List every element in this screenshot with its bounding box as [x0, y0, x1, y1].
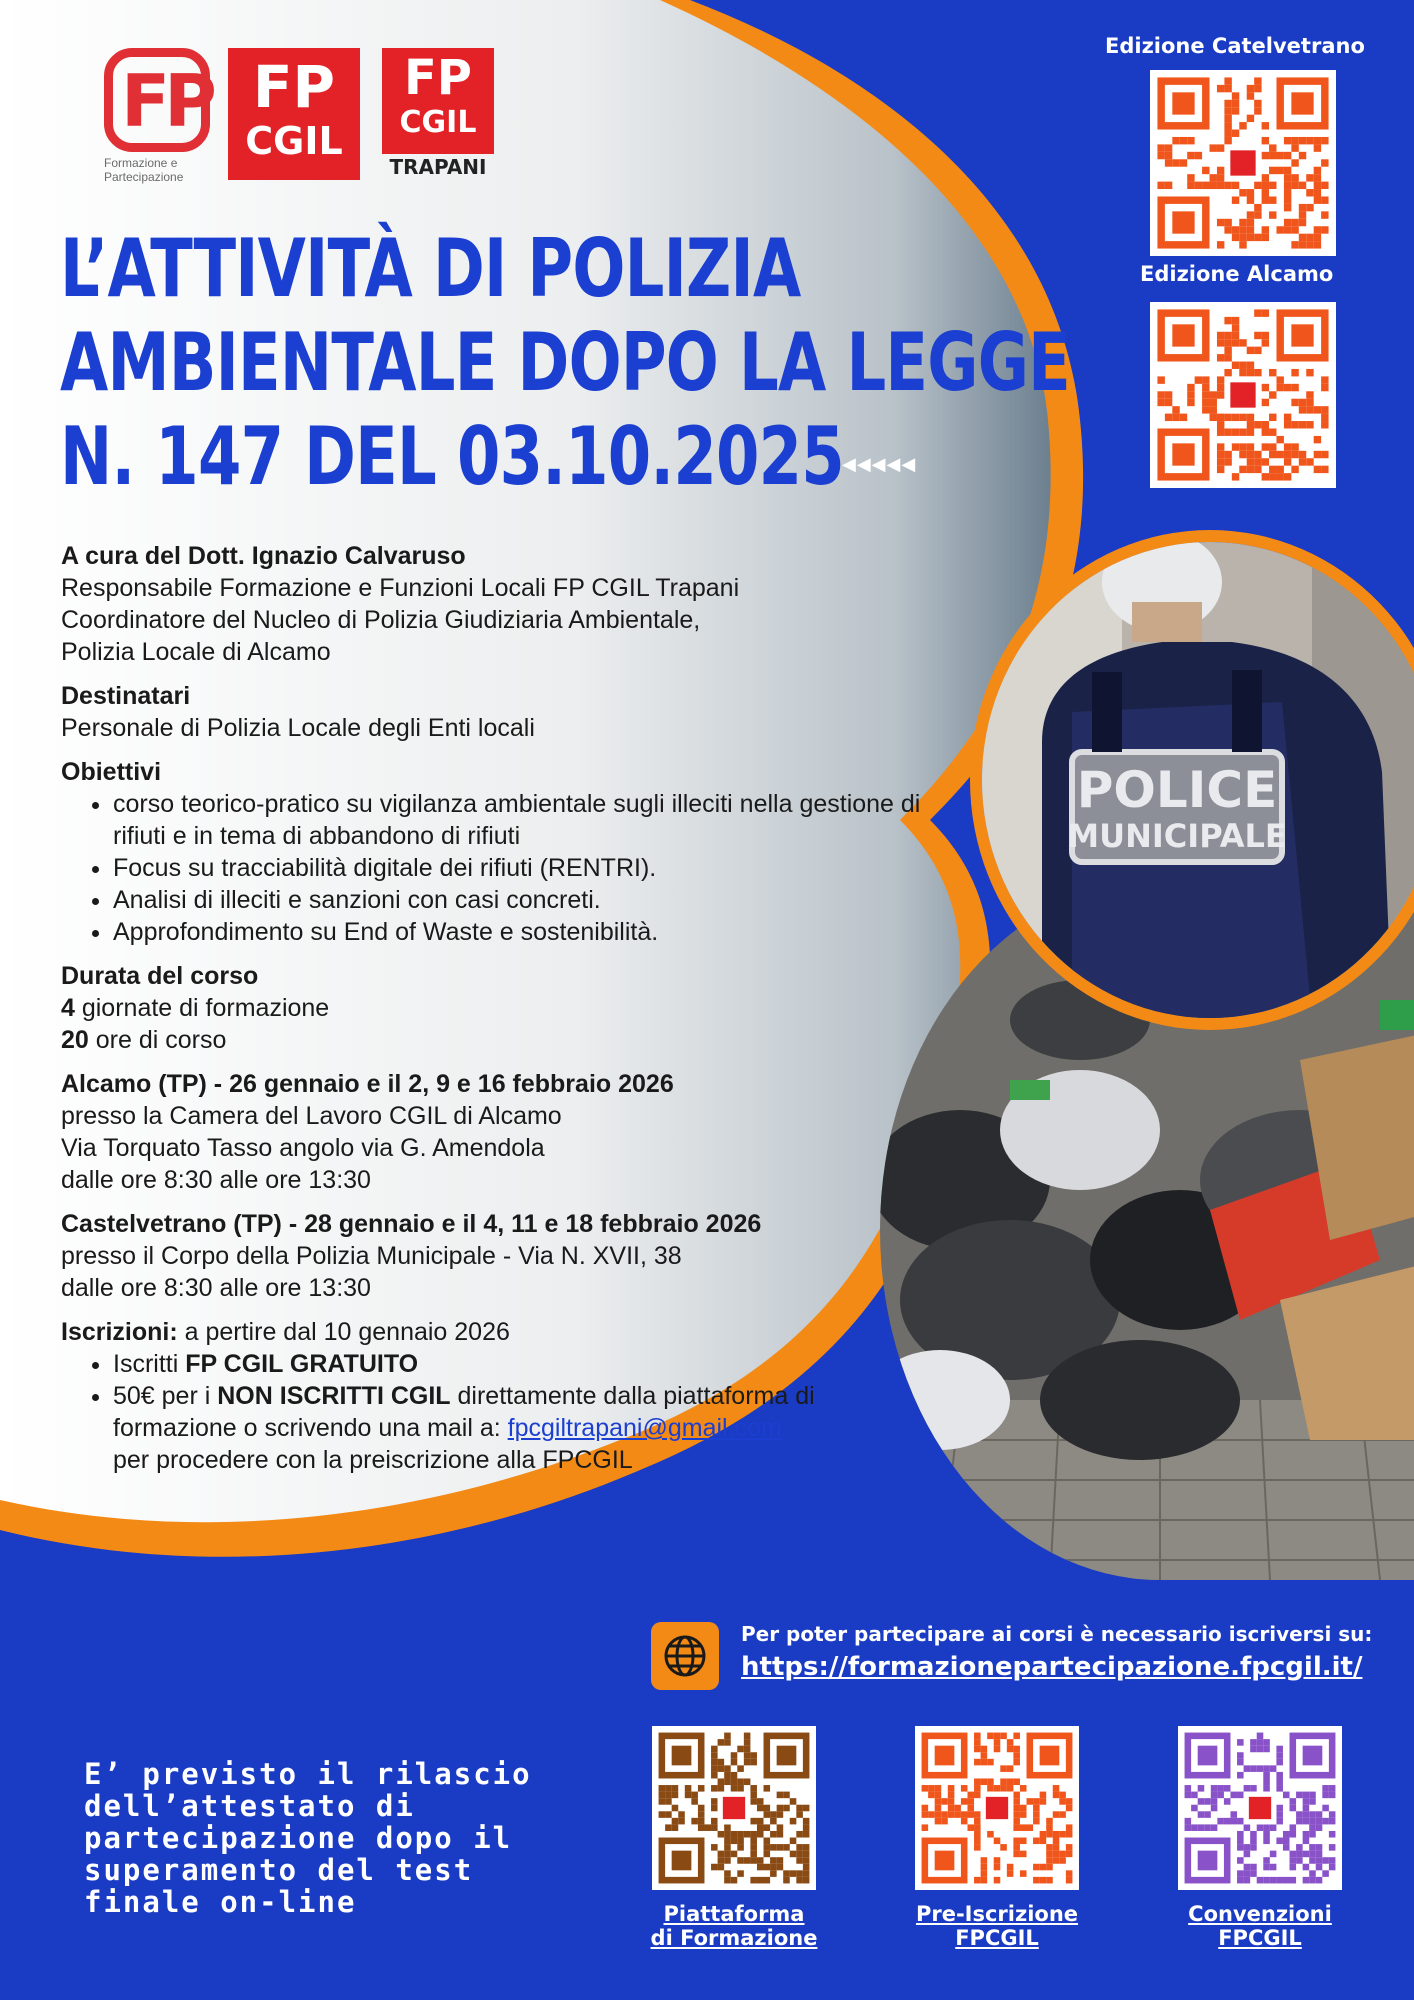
list-item: • Approfondimento su End of Waste e sostenibilità. [113, 916, 941, 948]
page-title: L’ATTIVITÀ DI POLIZIA AMBIENTALE DOPO LA LEGGE N. 147 DEL 03.10.2025 [60, 222, 1071, 503]
author-line: Polizia Locale di Alcamo [61, 638, 331, 666]
course-details [61, 540, 941, 1488]
qr-label-alcamo: Edizione Alcamo [1140, 262, 1334, 286]
qr-link-convenzioni[interactable]: Convenzioni FPCGIL [1188, 1902, 1332, 1950]
castelvetrano-heading: Castelvetrano (TP) - 28 gennaio e il 4, 11 e 18 febbraio 2026 [61, 1210, 762, 1238]
alcamo-heading: Alcamo (TP) - 26 gennaio e il 2, 9 e 16 febbraio 2026 [61, 1070, 674, 1098]
certificate-notice: E’ previsto il rilascio dell’attestato di partecipazione dopo il superamento del test finale on-line [84, 1757, 532, 1919]
registration-link[interactable]: https://formazionepartecipazione.fpcgil.it/ [741, 1652, 1363, 1682]
recipients-heading: Destinatari [61, 682, 191, 710]
list-item: • Analisi di illeciti e sanzioni con casi concreti. [113, 884, 941, 916]
qr-code-castelvetrano[interactable] [1150, 70, 1336, 256]
fp-cgil-logo: FP CGIL [228, 48, 360, 180]
enrollment-heading: Iscrizioni: a pertire dal 10 gennaio 2026 [61, 1318, 510, 1346]
author-line: Coordinatore del Nucleo di Polizia Giudiziaria Ambientale, [61, 606, 701, 634]
alcamo-line: Via Torquato Tasso angolo via G. Amendola [61, 1134, 545, 1162]
list-item: • corso teorico-pratico su vigilanza ambientale sugli illeciti nella gestione di rifiuti e in tema di abbandono di rifiuti [113, 788, 941, 852]
fp-logo-subtitle: Formazione e Partecipazione [104, 156, 184, 184]
castelvetrano-section [61, 1208, 941, 1304]
alcamo-line: dalle ore 8:30 alle ore 13:30 [61, 1166, 371, 1194]
alcamo-line: presso la Camera del Lavoro CGIL di Alcamo [61, 1102, 562, 1130]
list-item: • Focus su tracciabilità digitale dei rifiuti (RENTRI). [113, 852, 941, 884]
qr-code-alcamo[interactable] [1150, 302, 1336, 488]
qr-code-convenzioni[interactable] [1178, 1726, 1342, 1890]
recipients-section [61, 680, 941, 744]
alcamo-section [61, 1068, 941, 1196]
police-vest-label-2: MUNICIPALE [1067, 817, 1287, 855]
qr-link-preiscrizione[interactable]: Pre-Iscrizione FPCGIL [915, 1902, 1079, 1950]
arrow-decoration-icon: ◀◀◀◀◀ [842, 454, 917, 474]
qr-code-preiscrizione[interactable] [915, 1726, 1079, 1890]
list-item: • Iscritti FP CGIL GRATUITO [113, 1348, 941, 1380]
qr-label-castelvetrano: Edizione Catelvetrano [1105, 34, 1365, 58]
author-heading: A cura del Dott. Ignazio Calvaruso [61, 542, 466, 570]
author-section [61, 540, 941, 668]
enrollment-list [61, 1348, 941, 1476]
list-item: • 50€ per i NON ISCRITTI CGIL direttamente dalla piattaforma di formazione o scrivendo una mail a: fpcgiltrapani@gmail.com per procedere con la preiscrizione alla FPCGIL [113, 1380, 941, 1476]
author-line: Responsabile Formazione e Funzioni Locali FP CGIL Trapani [61, 574, 740, 602]
castelvetrano-line: presso il Corpo della Polizia Municipale - Via N. XVII, 38 [61, 1242, 682, 1270]
registration-text: Per poter partecipare ai corsi è necessario iscriversi su: [741, 1622, 1373, 1646]
police-vest-label-1: POLICE [1076, 761, 1278, 819]
email-link[interactable]: fpcgiltrapani@gmail.com [507, 1414, 782, 1442]
castelvetrano-line: dalle ore 8:30 alle ore 13:30 [61, 1274, 371, 1302]
globe-icon [651, 1622, 719, 1690]
fp-cgil-trapani-logo: FP CGIL TRAPANI [382, 48, 494, 180]
fp-formazione-logo [104, 48, 214, 188]
recipients-text: Personale di Polizia Locale degli Enti locali [61, 714, 535, 742]
objectives-section [61, 756, 941, 948]
qr-link-piattaforma[interactable]: Piattaforma di Formazione [650, 1902, 818, 1950]
duration-section [61, 960, 941, 1056]
qr-code-piattaforma[interactable] [652, 1726, 816, 1890]
duration-heading: Durata del corso [61, 962, 259, 990]
duration-days: 4 giornate di formazione [61, 994, 330, 1022]
duration-hours: 20 ore di corso [61, 1026, 227, 1054]
fp-logo-mark: FP [104, 48, 210, 152]
objectives-heading: Obiettivi [61, 758, 162, 786]
enrollment-section [61, 1316, 941, 1476]
objectives-list [61, 788, 941, 948]
